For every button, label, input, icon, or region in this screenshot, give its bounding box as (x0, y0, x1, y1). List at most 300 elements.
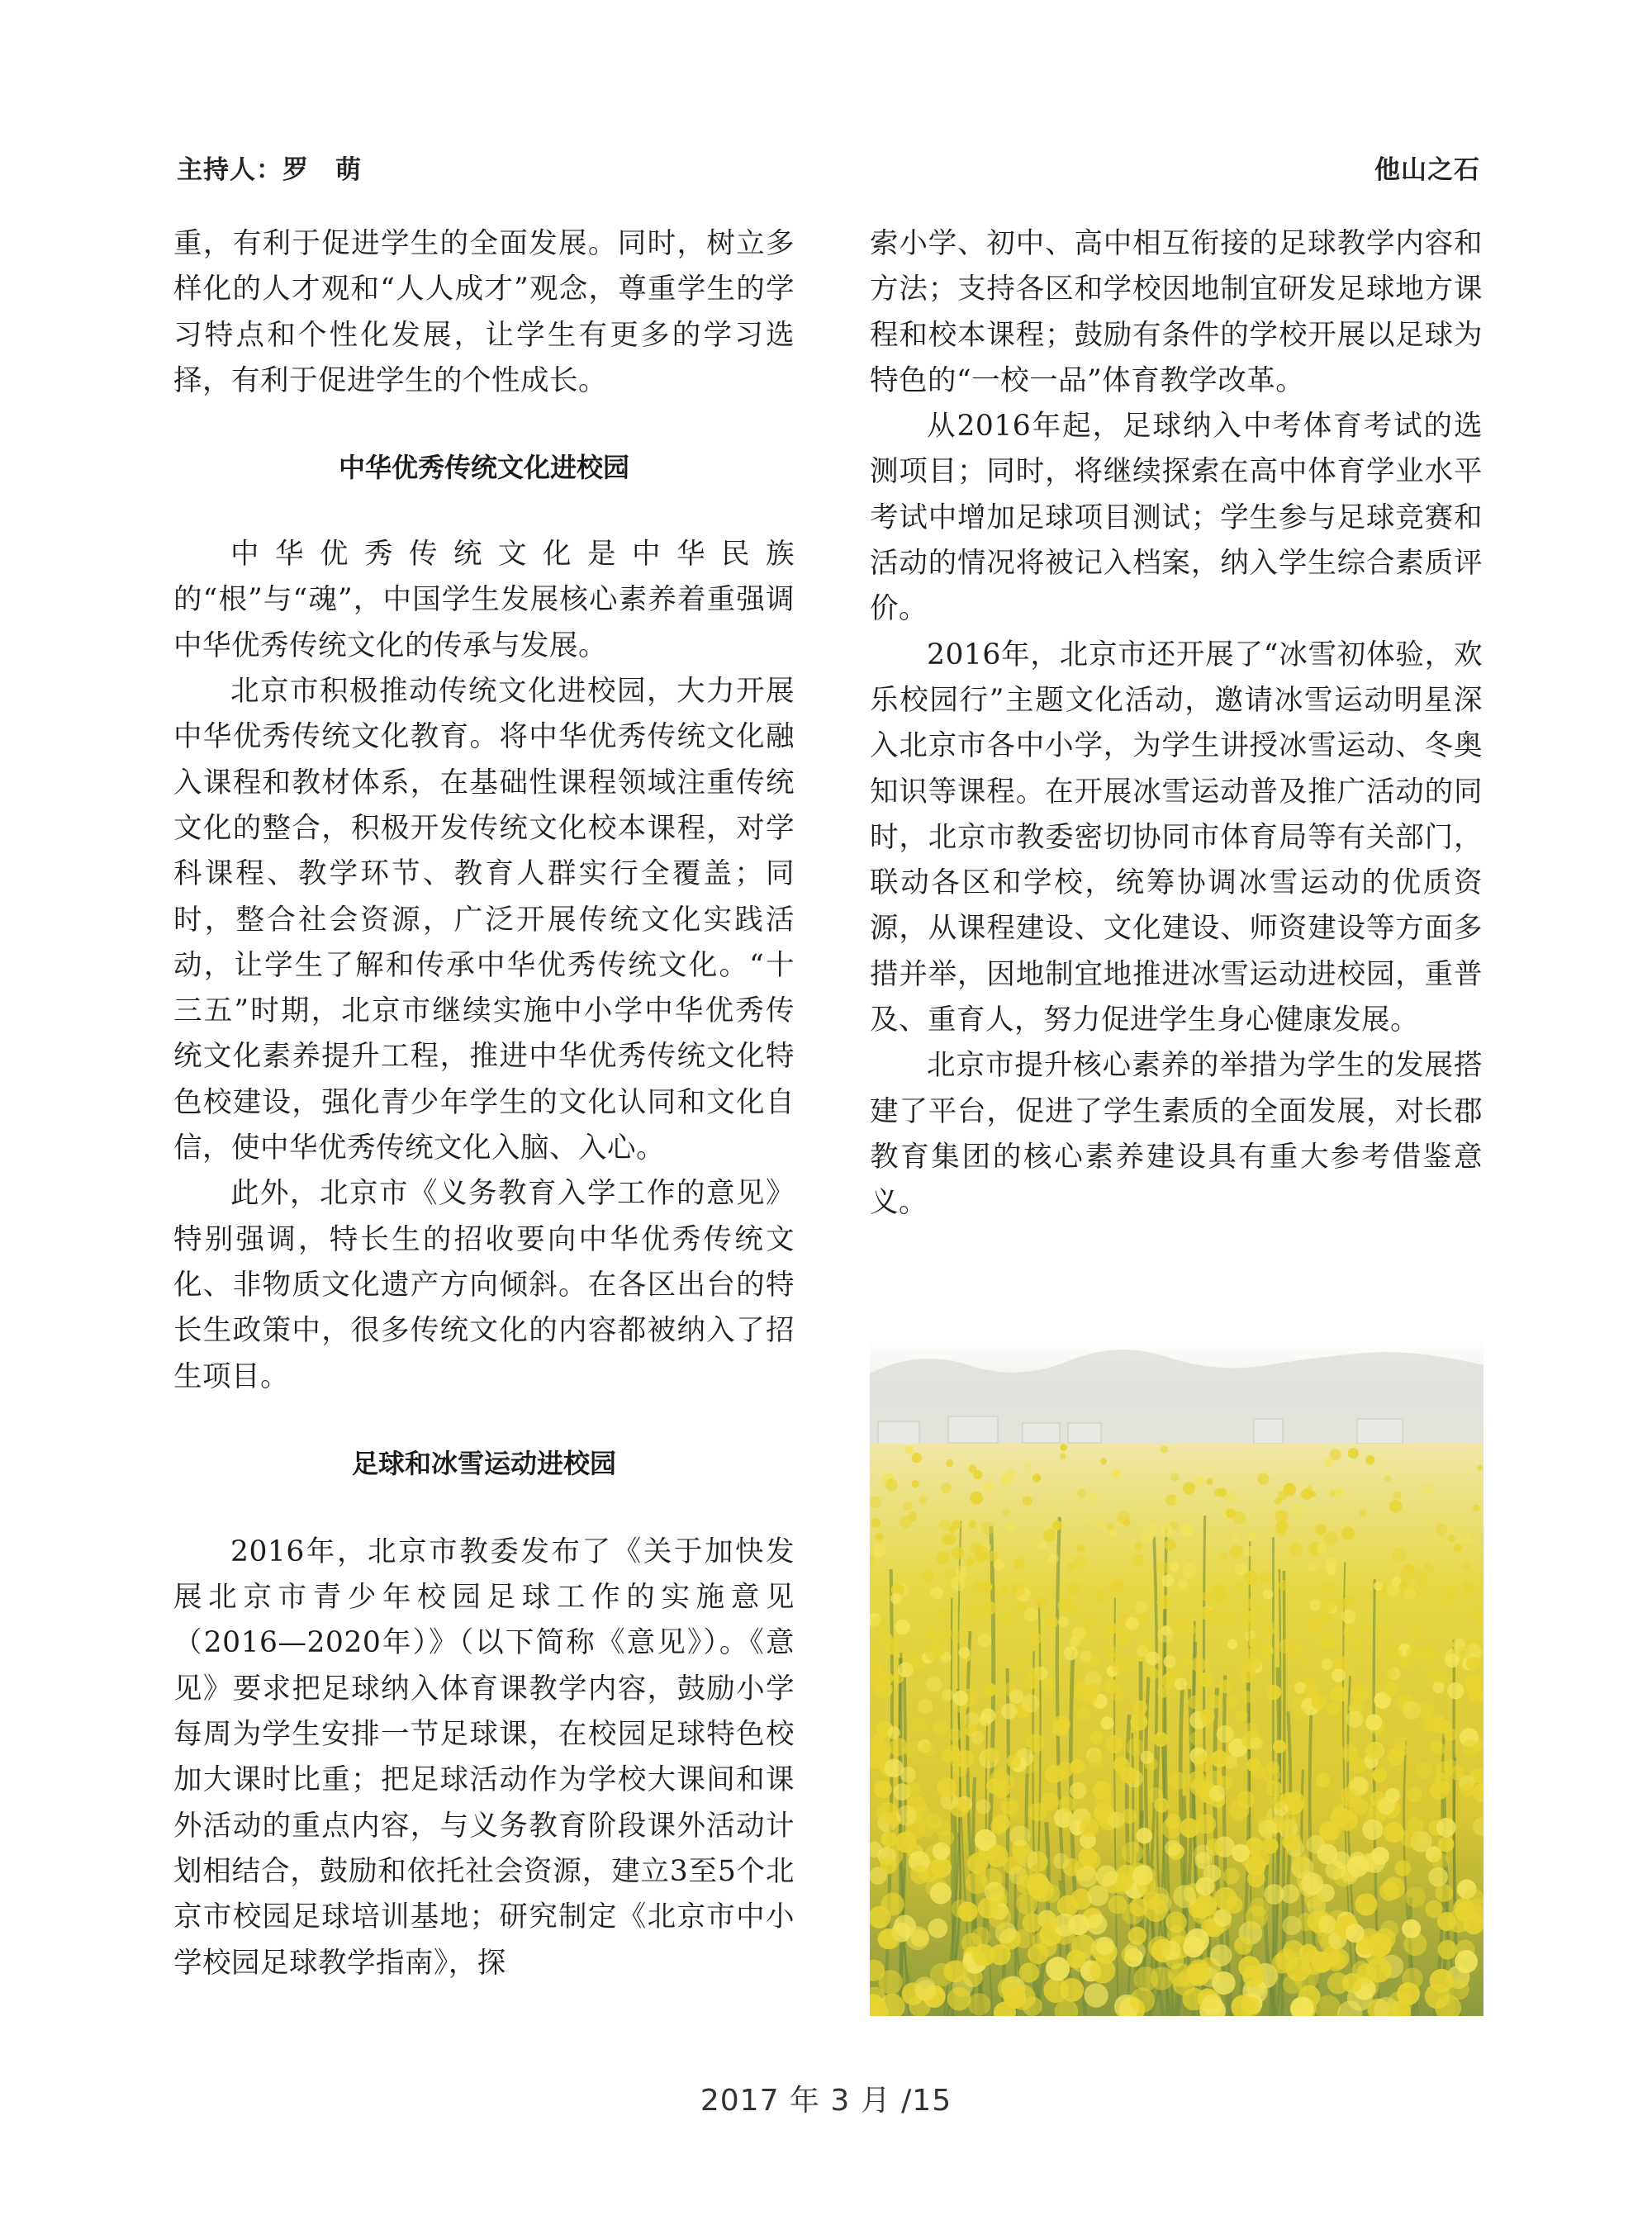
photo-bloom (1380, 1920, 1398, 1938)
photo-bloom (1064, 1601, 1080, 1617)
paragraph: 中华优秀传统文化是中华民族的“根”与“魂”，中国学生发展核心素养着重强调中华优秀传统文化的传承与发展。 (173, 538, 795, 662)
photo-bloom (933, 1720, 949, 1736)
photo-bloom (1406, 1646, 1422, 1663)
photo-bloom (958, 1902, 978, 1922)
photo-bloom (1212, 1971, 1235, 1995)
photo-bloom (1341, 1527, 1355, 1540)
photo-bloom (1148, 1936, 1171, 1959)
photo-bloom (1237, 1791, 1255, 1809)
photo-bloom (1431, 1853, 1449, 1870)
photo-bloom (1324, 1459, 1332, 1467)
photo-bloom (1246, 1598, 1256, 1608)
photo-bloom (1328, 1948, 1349, 1969)
paragraph: 2016年，北京市教委发布了《关于加快发展北京市青少年校园足球工作的实施意见（2016—2020年）》（以下简称《意见》）。《意见》要求把足球纳入体育课教学内容，鼓励小学每周为学生安排一节足球课，在校园足球特色校加大课时比重；把足球活动作为学校大课间和课外活动的重点内容，与义务教育阶段课外活动计划相结合，鼓励和依托社会资源，建立3至5个北京市校园足球培训基地；研究制定《北京市中小学校园足球教学指南》，探 (173, 1535, 795, 1980)
photo-bloom (1316, 1773, 1331, 1788)
photo-bloom (1014, 1558, 1025, 1570)
photo-bloom (1023, 1497, 1032, 1506)
photo-bloom (1211, 1750, 1228, 1767)
photo-bloom (1327, 1703, 1340, 1715)
photo-bloom (1048, 1553, 1059, 1563)
photo-bloom (1146, 1651, 1160, 1665)
photo-bloom (1060, 1453, 1066, 1459)
photo-bloom (1346, 1924, 1365, 1943)
photo-bloom (1444, 1759, 1458, 1773)
photo-bloom (870, 1497, 881, 1508)
photo-bloom (876, 1533, 884, 1541)
photo-bloom (1187, 1963, 1210, 1986)
photo-bloom (966, 1557, 975, 1566)
photo-bloom (1436, 1818, 1456, 1838)
photo-bloom (1276, 1520, 1289, 1533)
photo-bloom (1332, 1668, 1345, 1682)
photo-bloom (1157, 1626, 1173, 1642)
photo-bloom (930, 1587, 942, 1599)
photo-bloom (1226, 1508, 1236, 1518)
photo-bloom (1404, 1587, 1416, 1599)
photo-bloom (1105, 1735, 1123, 1753)
photo-bloom (912, 1480, 919, 1487)
photo-bloom (1057, 1895, 1079, 1917)
photo-bloom (1409, 1628, 1423, 1642)
photo-bloom (1346, 1789, 1360, 1804)
photo-bloom (1393, 1548, 1407, 1562)
photo-bloom (1462, 1561, 1471, 1570)
photo-bloom (1365, 1455, 1375, 1465)
photo-bloom (1077, 1544, 1085, 1553)
photo-bloom (1041, 1792, 1059, 1810)
photo-bloom (1315, 1524, 1327, 1535)
photo-bloom (1307, 1835, 1326, 1854)
photo-bloom (1076, 1866, 1098, 1887)
photo-bloom (1378, 1797, 1395, 1815)
photo-bloom (1469, 1677, 1481, 1688)
photo-bloom (1301, 1872, 1323, 1895)
photo-bloom (1185, 1928, 1209, 1952)
photo-bloom (966, 1605, 982, 1620)
photo-bloom (1059, 1796, 1075, 1813)
photo-bloom (1443, 1596, 1453, 1606)
photo-bloom (1392, 1577, 1401, 1586)
photo-bloom (872, 1544, 885, 1558)
photo-bloom (919, 1497, 928, 1505)
photo-bloom (1007, 1754, 1021, 1768)
photo-bloom (1156, 1562, 1169, 1574)
paragraph: 索小学、初中、高中相互衔接的足球教学内容和方法；支持各区和学校因地制宜研发足球地方课程和校本课程；鼓励有条件的学校开展以足球为特色的“一校一品”体育教学改革。 (870, 227, 1483, 397)
photo-bloom (880, 1928, 900, 1949)
photo-bloom (953, 1691, 969, 1706)
photo-bloom (1243, 1546, 1254, 1557)
photo-bloom (951, 1577, 966, 1592)
photo-bloom (1309, 1600, 1321, 1611)
photo-bloom (1130, 1988, 1155, 2013)
photo-bloom (1094, 1518, 1104, 1529)
photo-bloom (1222, 1867, 1239, 1884)
photo-bloom (1045, 1765, 1064, 1784)
photo-bloom (1080, 1818, 1099, 1837)
photo-bloom (1180, 1818, 1199, 1838)
photo-bloom (1042, 1677, 1056, 1691)
photo-bloom (979, 1713, 992, 1726)
photo-bloom (1009, 1825, 1030, 1846)
photo-bloom (1037, 1541, 1047, 1550)
photo-bloom (1175, 1678, 1187, 1691)
photo-bloom (1130, 1713, 1147, 1730)
photo-bloom (1375, 1623, 1392, 1639)
photo-bloom (1230, 1545, 1243, 1558)
photo-bloom (912, 1453, 922, 1463)
photo-bloom (1466, 1657, 1480, 1671)
photo-bloom (1403, 1701, 1421, 1720)
photo-bloom (905, 1445, 914, 1454)
photo-bloom (973, 1470, 982, 1479)
photo-bloom (905, 1781, 920, 1796)
column-label: 他山之石 (1374, 155, 1480, 185)
photo-bloom (1058, 1616, 1069, 1627)
photo-bloom (1105, 1622, 1118, 1634)
photo-bloom (1153, 1732, 1168, 1747)
photo-bloom (952, 1631, 964, 1644)
left-column (173, 221, 795, 1986)
photo-bloom (1308, 1562, 1317, 1572)
photo-bloom (958, 1647, 970, 1658)
photo-bloom (946, 1459, 953, 1467)
photo-bloom (872, 1616, 887, 1631)
photo-bloom (1154, 1798, 1169, 1813)
photo-bloom (890, 1738, 908, 1756)
photo-bloom (1430, 1715, 1448, 1734)
photo-bloom (1438, 1940, 1458, 1960)
photo-bloom (1024, 1608, 1038, 1622)
photo-bloom (1234, 1936, 1252, 1954)
section-heading-culture: 中华优秀传统文化进校园 (338, 452, 629, 484)
photo-bloom (1132, 1865, 1153, 1886)
photo-bloom (1336, 1810, 1358, 1831)
photo-bloom (908, 1512, 917, 1521)
photo-bloom (918, 1699, 933, 1714)
photo-bloom (1232, 1844, 1250, 1862)
photo-bloom (911, 1717, 928, 1734)
photo-bloom (1077, 1489, 1086, 1498)
photo-bloom (1384, 1668, 1396, 1680)
photo-bloom (968, 1520, 976, 1528)
photo-bloom (937, 1551, 950, 1564)
photo-bloom (1024, 1462, 1032, 1469)
photo-bloom (1008, 1524, 1015, 1531)
photo-bloom (1200, 1709, 1215, 1724)
photo-bloom (1246, 1758, 1260, 1772)
photo-bloom (1253, 1606, 1265, 1617)
photo-bloom (1064, 1646, 1078, 1660)
photo-bloom (1231, 1534, 1239, 1542)
photo-bloom (1088, 1886, 1108, 1906)
photo-bloom (871, 1518, 881, 1527)
photo-bloom (1214, 1488, 1222, 1497)
photo-bloom (890, 1593, 902, 1605)
photo-bloom (955, 1565, 966, 1576)
photo-bloom (982, 1481, 994, 1492)
photo-bloom (1208, 1695, 1221, 1708)
photo-bloom (1222, 1614, 1236, 1627)
photo-bloom (1199, 1606, 1212, 1620)
photo-bloom (937, 1777, 957, 1797)
photo-bloom (1219, 1680, 1232, 1693)
photo-bloom (895, 1832, 917, 1853)
photo-bloom (895, 1620, 910, 1635)
photo-bloom (1434, 1773, 1449, 1788)
photo-bloom (1041, 1913, 1060, 1932)
photo-bloom (1161, 1819, 1182, 1839)
photo-bloom (1395, 1860, 1412, 1876)
photo-bloom (1448, 1535, 1455, 1543)
photo-bloom (1132, 1554, 1144, 1566)
photo-bloom (1460, 1783, 1474, 1797)
photo-bloom (1324, 1532, 1338, 1546)
photo-bloom (1348, 1448, 1359, 1459)
photo-bloom (906, 1926, 930, 1950)
photo-bloom (1289, 1543, 1303, 1556)
photo-bloom (1302, 1659, 1313, 1671)
photo-bloom (930, 1882, 952, 1904)
photo-bloom (1217, 1725, 1234, 1743)
photo-bloom (1322, 1582, 1334, 1594)
photo-bloom (1425, 1983, 1450, 2009)
photo-bloom (1165, 1912, 1187, 1933)
photo-bloom (1214, 1887, 1237, 1910)
photo-bloom (1477, 1465, 1483, 1471)
photo-bloom (1096, 1937, 1114, 1955)
photo-bloom (1279, 1639, 1293, 1653)
section-heading-sports: 足球和冰雪运动进校园 (351, 1447, 616, 1479)
photo-bloom (1203, 1865, 1221, 1882)
photo-bloom (1359, 1623, 1370, 1634)
photo-bloom (1170, 1563, 1180, 1573)
photo-bloom (1429, 1739, 1442, 1753)
paragraph: 从2016年起，足球纳入中考体育考试的选测项目；同时，将继续探索在高中体育学业水平考试中增加足球项目测试；学生参与足球竞赛和活动的情况将被记入档案，纳入学生综合素质评价。 (870, 410, 1483, 626)
photo-bloom (1405, 1886, 1426, 1907)
photo-bloom (1128, 1927, 1146, 1945)
photo-bloom (1462, 1581, 1474, 1593)
photo-bloom (880, 1857, 896, 1874)
photo-bloom (978, 1634, 992, 1648)
photo-bloom (1072, 1626, 1086, 1640)
photo-bloom (898, 1663, 914, 1678)
paragraph: 北京市提升核心素养的举措为学生的发展搭建了平台，促进了学生素质的全面发展，对长郡教育集团的核心素养建设具有重大参考借鉴意义。 (870, 1049, 1483, 1220)
photo-bloom (1135, 1601, 1147, 1613)
photo-bloom (989, 1906, 1012, 1929)
photo-bloom (885, 1478, 898, 1491)
photo-bloom (971, 1731, 984, 1744)
photo-bloom (1095, 1791, 1112, 1808)
photo-bloom (1112, 1469, 1121, 1478)
photo-bloom (1455, 1950, 1478, 1973)
photo-bloom (941, 1534, 952, 1544)
photo-bloom (1422, 1646, 1437, 1661)
photo-bloom (1407, 1787, 1422, 1803)
photo-bloom (1161, 1445, 1168, 1453)
photo-bloom (1087, 1492, 1099, 1505)
photo-bloom (922, 1570, 934, 1582)
paragraph: 北京市积极推动传统文化进校园，大力开展中华优秀传统文化教育。将中华优秀传统文化融入课程和教材体系，在基础性课程领域注重传统文化的整合，积极开发传统文化校本课程，对学科课程、教学环节、教育人群实行全覆盖；同时，整合社会资源，广泛开展传统文化实践活动，让学生了解和传承中华优秀传统文化。“十三五”时期，北京市继续实施中小学中华优秀传统文化素养提升工程，推进中华优秀传统文化特色校建设，强化青少年学生的文化认同和文化自信，使中华优秀传统文化入脑、入心。 (173, 675, 795, 1165)
photo-bloom (1271, 1795, 1286, 1810)
photo-bloom (937, 1626, 952, 1641)
photo-bloom (945, 1744, 961, 1760)
photo-bloom (1330, 1686, 1346, 1702)
photo-bloom (1135, 1542, 1142, 1549)
photo-bloom (1462, 1739, 1479, 1757)
photo-bloom (1001, 1797, 1018, 1815)
photo-bloom (1219, 1553, 1227, 1561)
photo-bloom (887, 1726, 900, 1739)
photo-bloom (1023, 1673, 1039, 1689)
photo-bloom (1207, 1478, 1213, 1485)
photo-bloom (1197, 1815, 1217, 1834)
photo-bloom (1117, 1511, 1130, 1525)
photo-bloom (1210, 1944, 1232, 1966)
photo-bloom (1180, 1524, 1194, 1537)
photo-bloom (1075, 1556, 1087, 1568)
photo-bloom (1473, 1505, 1479, 1511)
photo-bloom (938, 1519, 951, 1531)
photo-bloom (1122, 1842, 1143, 1863)
photo-bloom (1454, 1544, 1462, 1552)
photo-bloom (994, 1559, 1005, 1571)
photo-bloom (1374, 1582, 1383, 1591)
photo-bloom (1035, 1596, 1048, 1609)
photo-bloom (1188, 1696, 1201, 1709)
photo-bloom (885, 1758, 904, 1777)
photo-bloom (1264, 1884, 1284, 1905)
photo-bloom (1161, 1525, 1173, 1537)
photo-bloom (928, 1919, 948, 1938)
photo-bloom (1436, 1524, 1448, 1536)
photo-bloom (1266, 1761, 1279, 1774)
photo-bloom (1165, 1840, 1181, 1857)
photo-bloom (1266, 1685, 1281, 1700)
photo-bloom (987, 1551, 998, 1562)
photo-bloom (1046, 1957, 1070, 1981)
paragraph: 重，有利于促进学生的全面发展。同时，树立多样化的人才观和“人人成才”观念，尊重学生的学习特点和个性化发展，让学生有更多的学习选择，有利于促进学生的个性成长。 (173, 227, 795, 397)
photo-bloom (1250, 1737, 1263, 1750)
photo-bloom (1194, 1845, 1213, 1864)
photo-bloom (1225, 1492, 1237, 1504)
photo-bloom (1173, 1618, 1189, 1634)
photo-bloom (1202, 1995, 1222, 2015)
photo-bloom (1198, 1672, 1213, 1687)
photo-bloom (1173, 1885, 1196, 1908)
photo-bloom (910, 1865, 929, 1884)
photo-bloom (1164, 1655, 1176, 1668)
photo-bloom (1344, 1627, 1355, 1639)
photo-bloom (1393, 1492, 1402, 1500)
photo-bloom (947, 1987, 971, 2011)
photo-bloom (1169, 1667, 1181, 1679)
paragraph: 此外，北京市《义务教育入学工作的意见》特别强调，特长生的招收要向中华优秀传统文化、非物质文化遗产方向倾斜。在各区出台的特长生政策中，很多传统文化的内容都被纳入了招生项目。 (173, 1177, 795, 1393)
photo-bloom (1262, 1838, 1279, 1854)
photo-bloom (1365, 1742, 1382, 1759)
photo-bloom (1019, 1962, 1039, 1982)
photo-bloom (1435, 1884, 1453, 1902)
photo-bloom (1104, 1644, 1118, 1658)
photo-bloom (1085, 1615, 1098, 1628)
photo-bloom (1265, 1781, 1282, 1797)
photo-bloom (1320, 1633, 1336, 1649)
photo-bloom (968, 1993, 990, 2015)
photo-bloom (1052, 1720, 1069, 1736)
photo-bloom (1312, 1695, 1327, 1710)
photo-bloom (1318, 1915, 1336, 1933)
photo-bloom (1278, 1580, 1289, 1591)
photo-bloom (1045, 1615, 1058, 1629)
photo-bloom (1170, 1473, 1180, 1482)
right-column (870, 221, 1483, 1226)
photo-bloom (1343, 1748, 1359, 1763)
photo-bloom (1168, 1772, 1187, 1791)
photo-bloom (990, 1819, 1006, 1834)
photo-bloom (1345, 1595, 1355, 1606)
photo-bloom (1122, 1809, 1137, 1824)
photo-bloom (1433, 1682, 1445, 1693)
photo-bloom (1393, 1736, 1408, 1751)
photo-bloom (1194, 1754, 1212, 1772)
photo-bloom (1082, 1516, 1089, 1523)
photo-bloom (1432, 1669, 1446, 1683)
photo-bloom (1401, 1829, 1419, 1848)
photo-bloom (1356, 1963, 1376, 1983)
photo-bloom (1027, 1734, 1046, 1753)
photo-bloom (938, 1830, 954, 1846)
photo-bloom (1250, 1898, 1269, 1917)
photo-bloom (1009, 1689, 1024, 1704)
photo-bloom (1086, 1914, 1107, 1934)
photo-bloom (983, 1683, 996, 1696)
photo-bloom (1011, 1583, 1025, 1597)
photo-bloom (1127, 1739, 1145, 1757)
photo-bloom (1156, 1595, 1170, 1609)
photo-bloom (1309, 1618, 1324, 1633)
photo-bloom (1161, 1574, 1174, 1587)
photo-bloom (941, 1483, 952, 1494)
photo-bloom (1110, 1580, 1124, 1594)
photo-bloom (1147, 1668, 1159, 1679)
photo-bloom (1174, 1497, 1181, 1504)
photo-bloom (920, 1743, 934, 1757)
photo-bloom (1085, 1983, 1108, 2007)
photo-bloom (1096, 1866, 1118, 1887)
photo-bloom (1108, 1895, 1127, 1914)
photo-bloom (1194, 1477, 1204, 1487)
photo-bloom (1292, 1504, 1305, 1517)
photo-bloom (1460, 1532, 1472, 1544)
photo-bloom (1023, 1913, 1042, 1932)
photo-bloom (1015, 1601, 1028, 1613)
photo-bloom (1178, 1579, 1188, 1589)
photo-bloom (1238, 1956, 1260, 1978)
photo-bloom (1416, 1762, 1433, 1779)
photo-bloom (1129, 1898, 1147, 1916)
photo-bloom (1202, 1592, 1212, 1601)
photo-bloom (1249, 1638, 1260, 1649)
photo-bloom (1032, 1473, 1042, 1483)
photo-bloom (1195, 1895, 1217, 1916)
photo-bloom (1109, 1529, 1117, 1536)
photo-bloom (1428, 1867, 1448, 1887)
photo-bloom (1401, 1565, 1416, 1580)
photo-bloom (1326, 1860, 1346, 1880)
photo-bloom (1372, 1767, 1387, 1782)
photo-bloom (1384, 1475, 1391, 1482)
photo-bloom (1089, 1731, 1103, 1744)
photo-bloom (1183, 1483, 1195, 1495)
